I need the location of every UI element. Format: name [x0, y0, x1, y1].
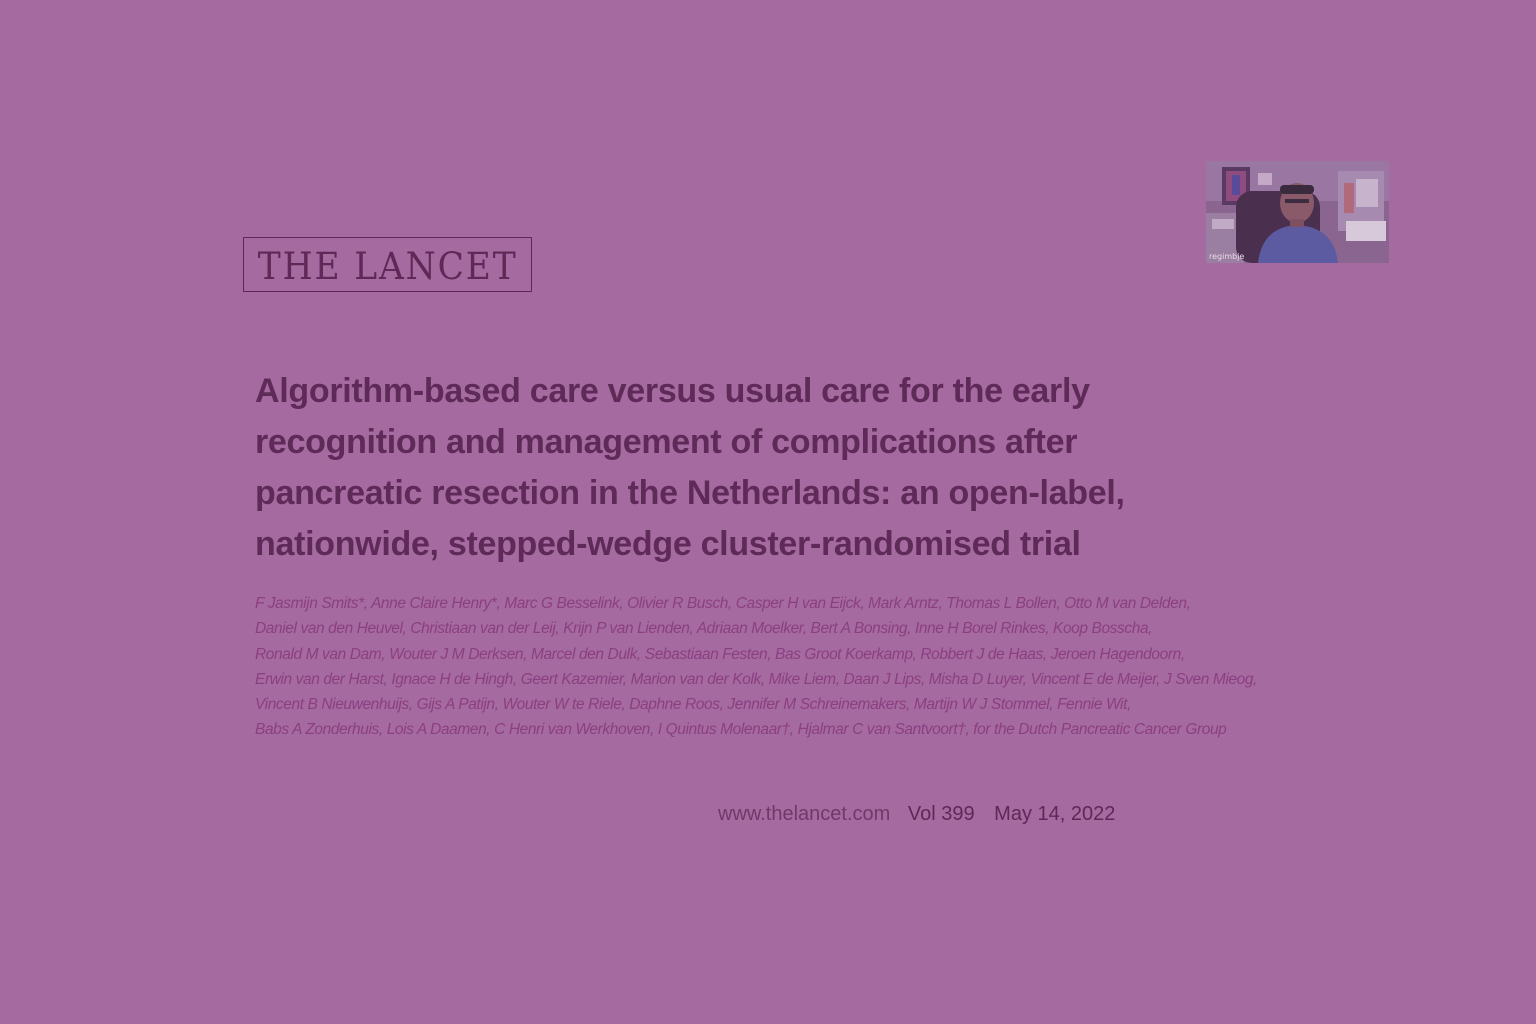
author-line: F Jasmijn Smits*, Anne Claire Henry*, Marc G Besselink, Olivier R Busch, Casper H van Eijck, Mark Arntz, Thomas L Bollen, Otto M van Delden, [255, 595, 1191, 612]
journal-logo-text: THE LANCET [257, 244, 518, 288]
article-title-line: pancreatic resection in the Netherlands: an open-label, [255, 474, 1125, 512]
author-line: Vincent B Nieuwenhuijs, Gijs A Patijn, Wouter W te Riele, Daphne Roos, Jennifer M Schreinemakers, Martijn W J Stommel, Fennie Wit, [255, 696, 1131, 714]
article-title-line: Algorithm-based care versus usual care for the early [255, 372, 1090, 410]
participant-video-feed [1206, 161, 1389, 263]
publication-date: May 14, 2022 [994, 803, 1116, 825]
article-title [255, 366, 1255, 570]
journal-website: www.thelancet.com [718, 803, 891, 825]
article-title-line: nationwide, stepped-wedge cluster-randomised trial [255, 525, 1081, 563]
author-line: Daniel van den Heuvel, Christiaan van der Leij, Krijn P van Lienden, Adriaan Moelker, Bert A Bonsing, Inne H Borel Rinkes, Koop Bosscha, [255, 620, 1153, 638]
journal-volume: Vol 399 [907, 803, 975, 825]
author-list [255, 591, 1305, 743]
article-title-line: recognition and management of complications after [255, 423, 1078, 461]
author-line: Babs A Zonderhuis, Lois A Daamen, C Henri van Werkhoven, I Quintus Molenaar†, Hjalmar C van Santvoort†, for the Dutch Pancreatic Cancer Group [255, 721, 1227, 739]
journal-logo [243, 237, 532, 292]
participant-name-label: regimbje [1209, 252, 1245, 261]
author-line: Ronald M van Dam, Wouter J M Derksen, Marcel den Dulk, Sebastiaan Festen, Bas Groot Koerkamp, Robbert J de Haas, Jeroen Hagendoorn, [255, 645, 1185, 663]
citation-footer [718, 800, 1115, 828]
author-line: Erwin van der Harst, Ignace H de Hingh, Geert Kazemier, Marion van der Kolk, Mike Liem, Daan J Lips, Misha D Luyer, Vincent E de Meijer, J Sven Mieog, [255, 670, 1257, 688]
participant-video-tile[interactable] [1206, 161, 1389, 263]
